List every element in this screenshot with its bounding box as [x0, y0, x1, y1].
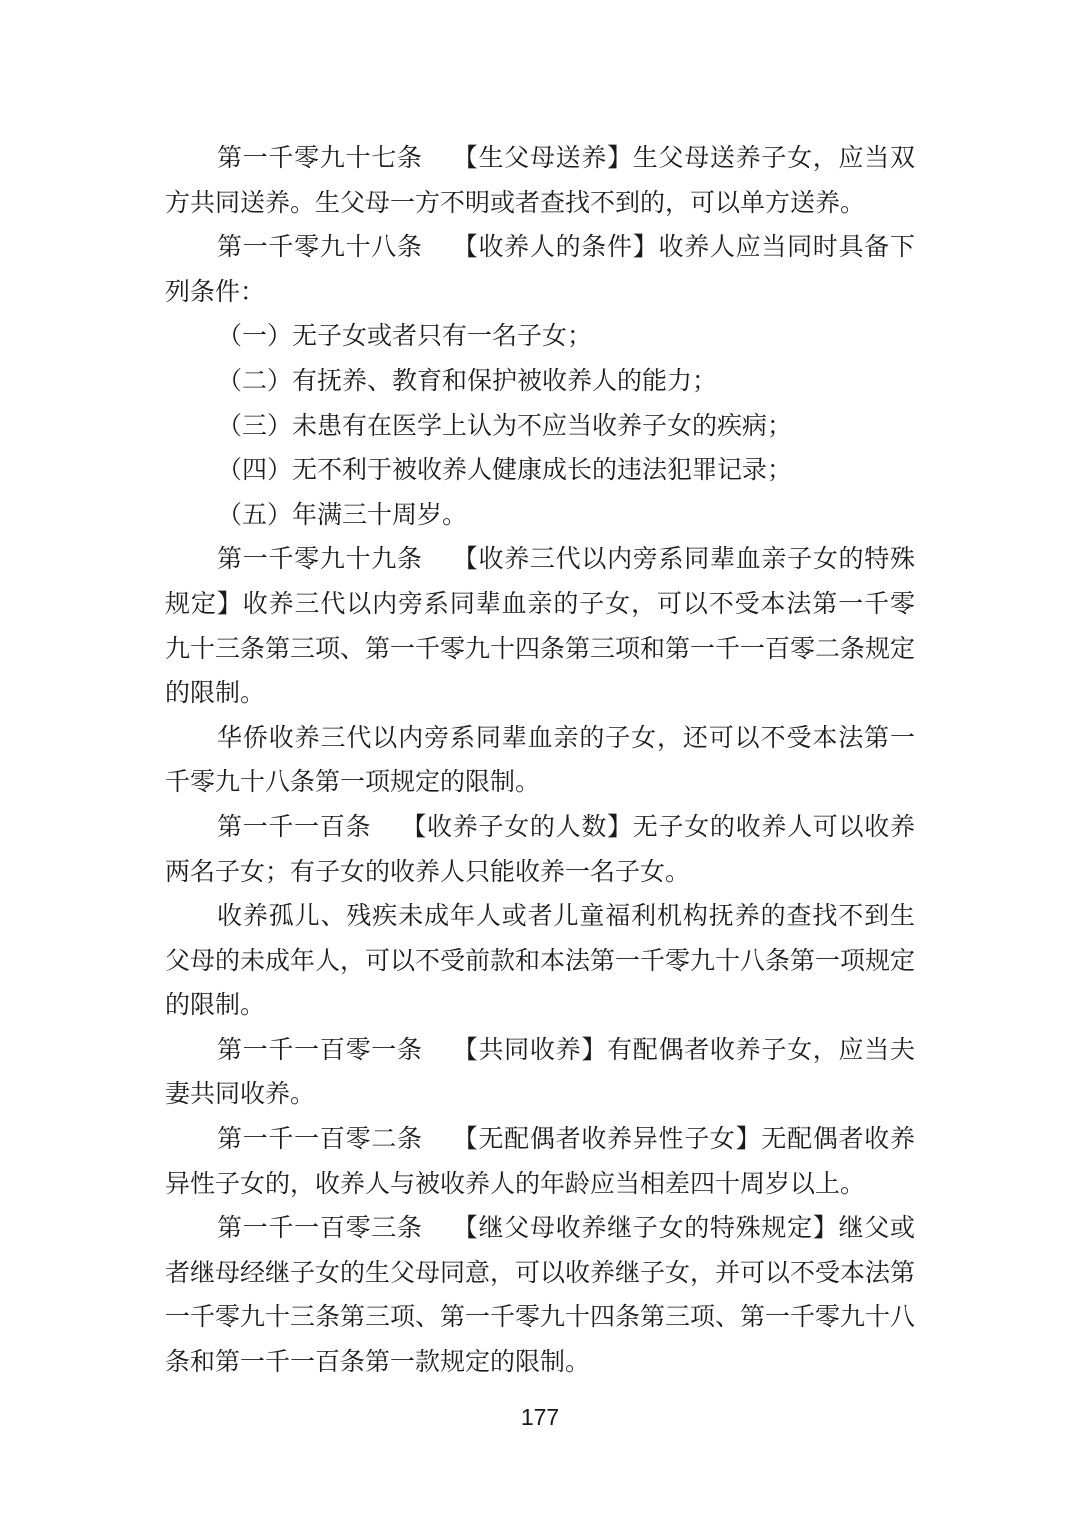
- article-text: 收养人应当同时具备下列条件：: [165, 232, 915, 306]
- paragraph-article-1102: [165, 1117, 915, 1206]
- list-item-condition-3: （三）未患有在医学上认为不应当收养子女的疾病；: [217, 410, 793, 440]
- article-number: 第一千零九十八条: [217, 232, 423, 262]
- article-number: 第一千一百零二条: [217, 1124, 423, 1154]
- article-number: 第一千一百零一条: [217, 1034, 423, 1064]
- page-number: 177: [520, 1404, 560, 1430]
- paragraph-article-1100-clause-2: 收养孤儿、残疾未成年人或者儿童福利机构抚养的查找不到生父母的未成年人，可以不受前款和本法第一千零九十八条第一项规定的限制。: [165, 901, 916, 1020]
- paragraph-article-1097: [165, 136, 915, 225]
- paragraph-article-1103: [165, 1206, 915, 1384]
- article-text: 无配偶者收养异性子女的，收养人与被收养人的年龄应当相差四十周岁以上。: [165, 1124, 915, 1198]
- list-item-condition-4: （四）无不利于被收养人健康成长的违法犯罪记录；: [217, 455, 793, 485]
- paragraph-article-1101: [165, 1028, 915, 1117]
- article-number: 第一千一百零三条: [217, 1213, 423, 1243]
- article-title: 【收养子女的人数】: [401, 811, 633, 841]
- article-number: 第一千零九十七条: [217, 143, 423, 172]
- article-title: 【收养三代以内旁系同辈血亲子女的特殊规定】: [165, 544, 915, 618]
- article-text: 收养三代以内旁系同辈血亲的子女，可以不受本法第一千零九十三条第三项、第一千零九十四条第三项和第一千一百零二条规定的限制。: [165, 588, 916, 708]
- list-item-condition-5: （五）年满三十周岁。: [217, 499, 468, 529]
- article-title: 【继父母收养继子女的特殊规定】: [452, 1213, 839, 1243]
- paragraph-article-1100: [165, 805, 915, 894]
- article-number: 第一千零九十九条: [217, 544, 423, 574]
- article-text: 生父母送养子女，应当双方共同送养。生父母一方不明或者查找不到的，可以单方送养。: [165, 143, 915, 217]
- article-text: 有配偶者收养子女，应当夫妻共同收养。: [165, 1034, 915, 1109]
- paragraph-article-1099-clause-2: 华侨收养三代以内旁系同辈血亲的子女，还可以不受本法第一千零九十八条第一项规定的限制。: [165, 722, 915, 797]
- list-item-condition-1: （一）无子女或者只有一名子女；: [217, 321, 593, 351]
- article-text: 继父或者继母经继子女的生父母同意，可以收养继子女，并可以不受本法第一千零九十三条第三项、第一千零九十四条第三项、第一千零九十八条和第一千一百条第一款规定的限制。: [165, 1213, 916, 1377]
- article-title: 【生父母送养】: [452, 143, 633, 172]
- article-text: 无子女的收养人可以收养两名子女；有子女的收养人只能收养一名子女。: [165, 811, 915, 886]
- article-title: 【共同收养】: [452, 1034, 608, 1064]
- article-number: 第一千一百条: [217, 811, 372, 841]
- document-body: [165, 136, 915, 1385]
- paragraph-article-1098: [165, 225, 915, 314]
- article-title: 【收养人的条件】: [452, 232, 659, 262]
- article-title: 【无配偶者收养异性子女】: [452, 1124, 762, 1154]
- list-item-condition-2: （二）有抚养、教育和保护被收养人的能力；: [217, 365, 718, 395]
- paragraph-article-1099: [165, 537, 915, 715]
